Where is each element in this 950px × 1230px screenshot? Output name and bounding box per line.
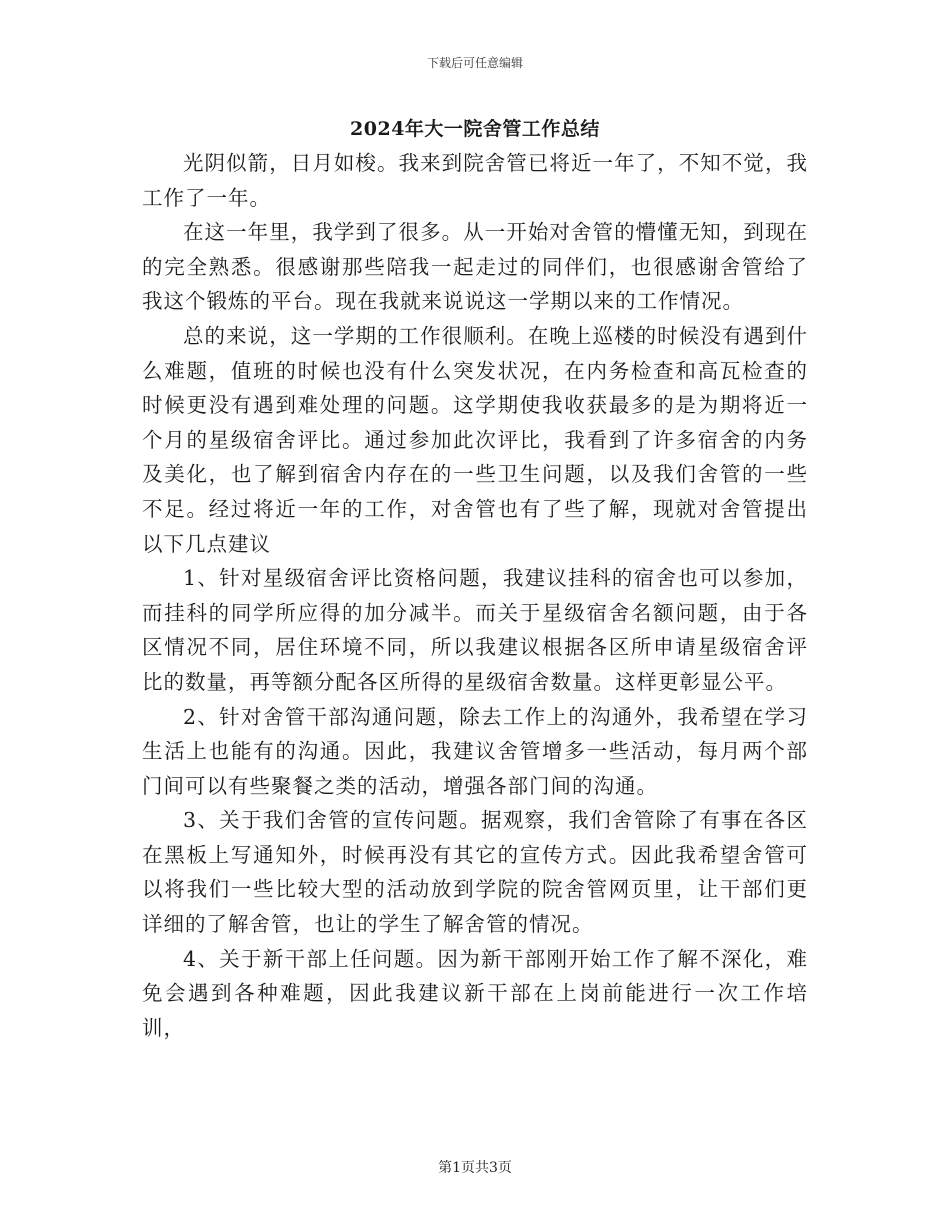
paragraph-5: 2、针对舍管干部沟通问题，除去工作上的沟通外，我希望在学习生活上也能有的沟通。因此，我建议舍管增多一些活动，每月两个部门间可以有些聚餐之类的活动，增强各部门间的沟通。 [142, 704, 808, 798]
page-number: 第1页共3页 [438, 1160, 512, 1176]
document-title: 2024年大一院舍管工作总结 [350, 118, 600, 140]
paragraph-6: 3、关于我们舍管的宣传问题。据观察，我们舍管除了有事在各区在黑板上写通知外，时候再没有其它的宣传方式。因此我希望舍管可以将我们一些比较大型的活动放到学院的院舍管网页里，让干部们更详细的了解舍管，也让的学生了解舍管的情况。 [142, 808, 808, 937]
document-body [142, 146, 808, 1045]
paragraph-1: 光阴似箭，日月如梭。我来到院舍管已将近一年了，不知不觉，我工作了一年。 [142, 151, 808, 210]
page-header-note: 下载后可任意编辑 [426, 56, 523, 70]
paragraph-7: 4、关于新干部上任问题。因为新干部刚开始工作了解不深化，难免会遇到各种难题，因此我建议新干部在上岗前能进行一次工作培训， [142, 946, 808, 1040]
paragraph-3: 总的来说，这一学期的工作很顺利。在晚上巡楼的时候没有遇到什么难题，值班的时候也没有什么突发状况，在内务检查和高瓦检查的时候更没有遇到难处理的问题。这学期使我收获最多的是为期将近一个月的星级宿舍评比。通过参加此次评比，我看到了许多宿舍的内务及美化，也了解到宿舍内存在的一些卫生问题，以及我们舍管的一些不足。经过将近一年的工作，对舍管也有了些了解，现就对舍管提出以下几点建议 [142, 323, 808, 556]
paragraph-4: 1、针对星级宿舍评比资格问题，我建议挂科的宿舍也可以参加，而挂科的同学所应得的加分减半。而关于星级宿舍名额问题，由于各区情况不同，居住环境不同，所以我建议根据各区所申请星级宿舍评比的数量，再等额分配各区所得的星级宿舍数量。这样更彰显公平。 [142, 566, 808, 694]
paragraph-2: 在这一年里，我学到了很多。从一开始对舍管的懵懂无知，到现在的完全熟悉。很感谢那些陪我一起走过的同伴们，也很感谢舍管给了我这个锻炼的平台。现在我就来说说这一学期以来的工作情况。 [142, 220, 808, 314]
